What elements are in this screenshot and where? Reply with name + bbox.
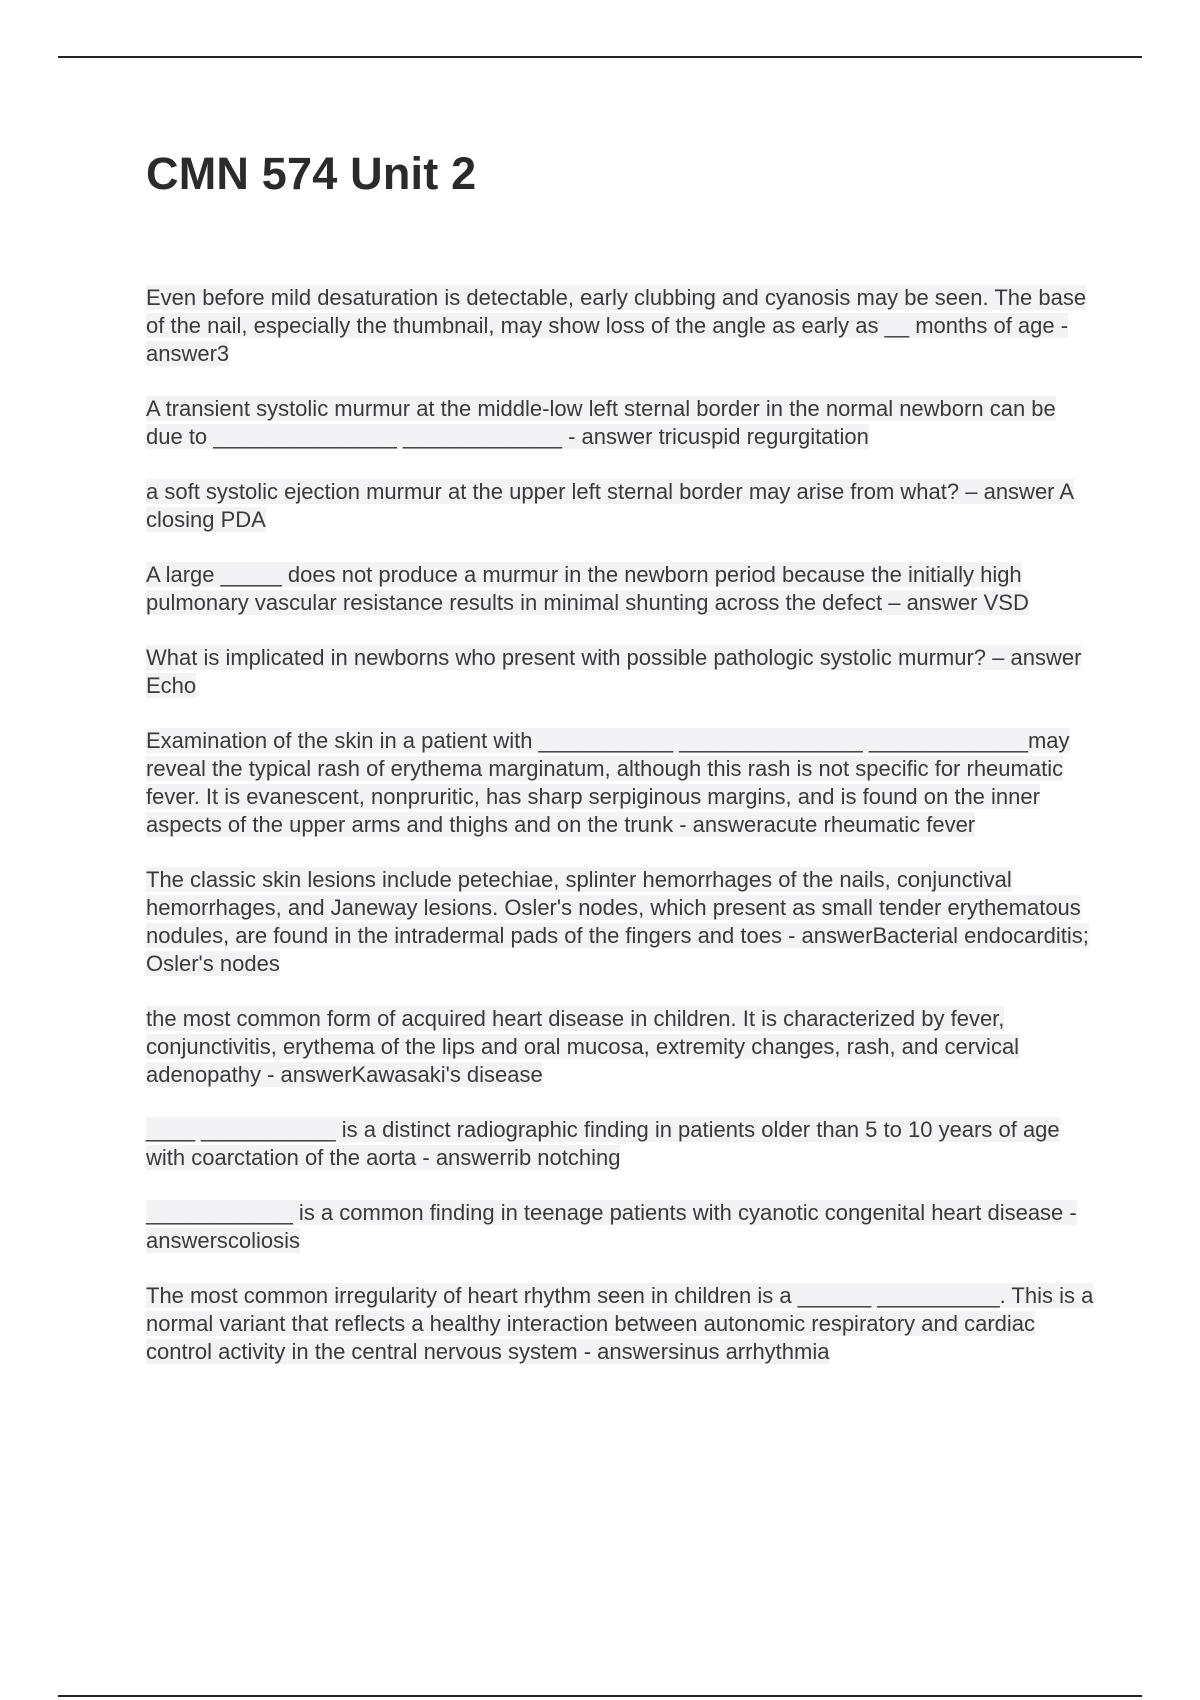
question-answer-text: A large _____ does not produce a murmur in the newborn period because the initially high pulmonary vascular resistance results in minimal shunting across the defect – answer VSD xyxy=(146,562,1029,615)
list-item xyxy=(146,1282,1096,1366)
question-answer-text: Examination of the skin in a patient with ___________ _______________ _____________may reveal the typical rash of erythema marginatum, although this rash is not specific for rheumatic fever. It is evanescent, nonpruritic, has sharp serpiginous margins, and is found on the inner aspects of the upper arms and thighs and on the trunk - answeracute rheumatic fever xyxy=(146,728,1070,837)
question-answer-text: a soft systolic ejection murmur at the upper left sternal border may arise from what? – answer A closing PDA xyxy=(146,479,1075,532)
question-answer-text: A transient systolic murmur at the middle-low left sternal border in the normal newborn can be due to _______________ _____________ - answer tricuspid regurgitation xyxy=(146,396,1056,449)
list-item xyxy=(146,1199,1096,1255)
list-item xyxy=(146,644,1096,700)
question-answer-text: The classic skin lesions include petechiae, splinter hemorrhages of the nails, conjunctival hemorrhages, and Janeway lesions. Osler's nodes, which present as small tender erythematous nodules, are found in the intradermal pads of the fingers and toes - answerBacterial endocarditis; Osler's nodes xyxy=(146,867,1089,976)
list-item xyxy=(146,561,1096,617)
question-answer-text: ____________ is a common finding in teenage patients with cyanotic congenital heart disease - answerscoliosis xyxy=(146,1200,1077,1253)
list-item xyxy=(146,866,1096,978)
top-divider xyxy=(58,56,1142,58)
list-item xyxy=(146,1005,1096,1089)
list-item xyxy=(146,727,1096,839)
page-title: CMN 574 Unit 2 xyxy=(146,148,477,199)
question-answer-text: ____ ___________ is a distinct radiographic finding in patients older than 5 to 10 years of age with coarctation of the aorta - answerrib notching xyxy=(146,1117,1060,1170)
question-answer-text: What is implicated in newborns who present with possible pathologic systolic murmur? – answer Echo xyxy=(146,645,1082,698)
question-answer-text: the most common form of acquired heart disease in children. It is characterized by fever, conjunctivitis, erythema of the lips and oral mucosa, extremity changes, rash, and cervical adenopathy - answerKawasaki's disease xyxy=(146,1006,1020,1087)
question-answer-list xyxy=(146,284,1096,1393)
question-answer-text: Even before mild desaturation is detectable, early clubbing and cyanosis may be seen. The base of the nail, especially the thumbnail, may show loss of the angle as early as __ months of age - answer3 xyxy=(146,285,1087,366)
list-item xyxy=(146,395,1096,451)
list-item xyxy=(146,478,1096,534)
question-answer-text: The most common irregularity of heart rhythm seen in children is a ______ __________. This is a normal variant that reflects a healthy interaction between autonomic respiratory and cardiac control activity in the central nervous system - answersinus arrhythmia xyxy=(146,1283,1094,1364)
bottom-divider xyxy=(58,1695,1142,1697)
list-item xyxy=(146,284,1096,368)
list-item xyxy=(146,1116,1096,1172)
